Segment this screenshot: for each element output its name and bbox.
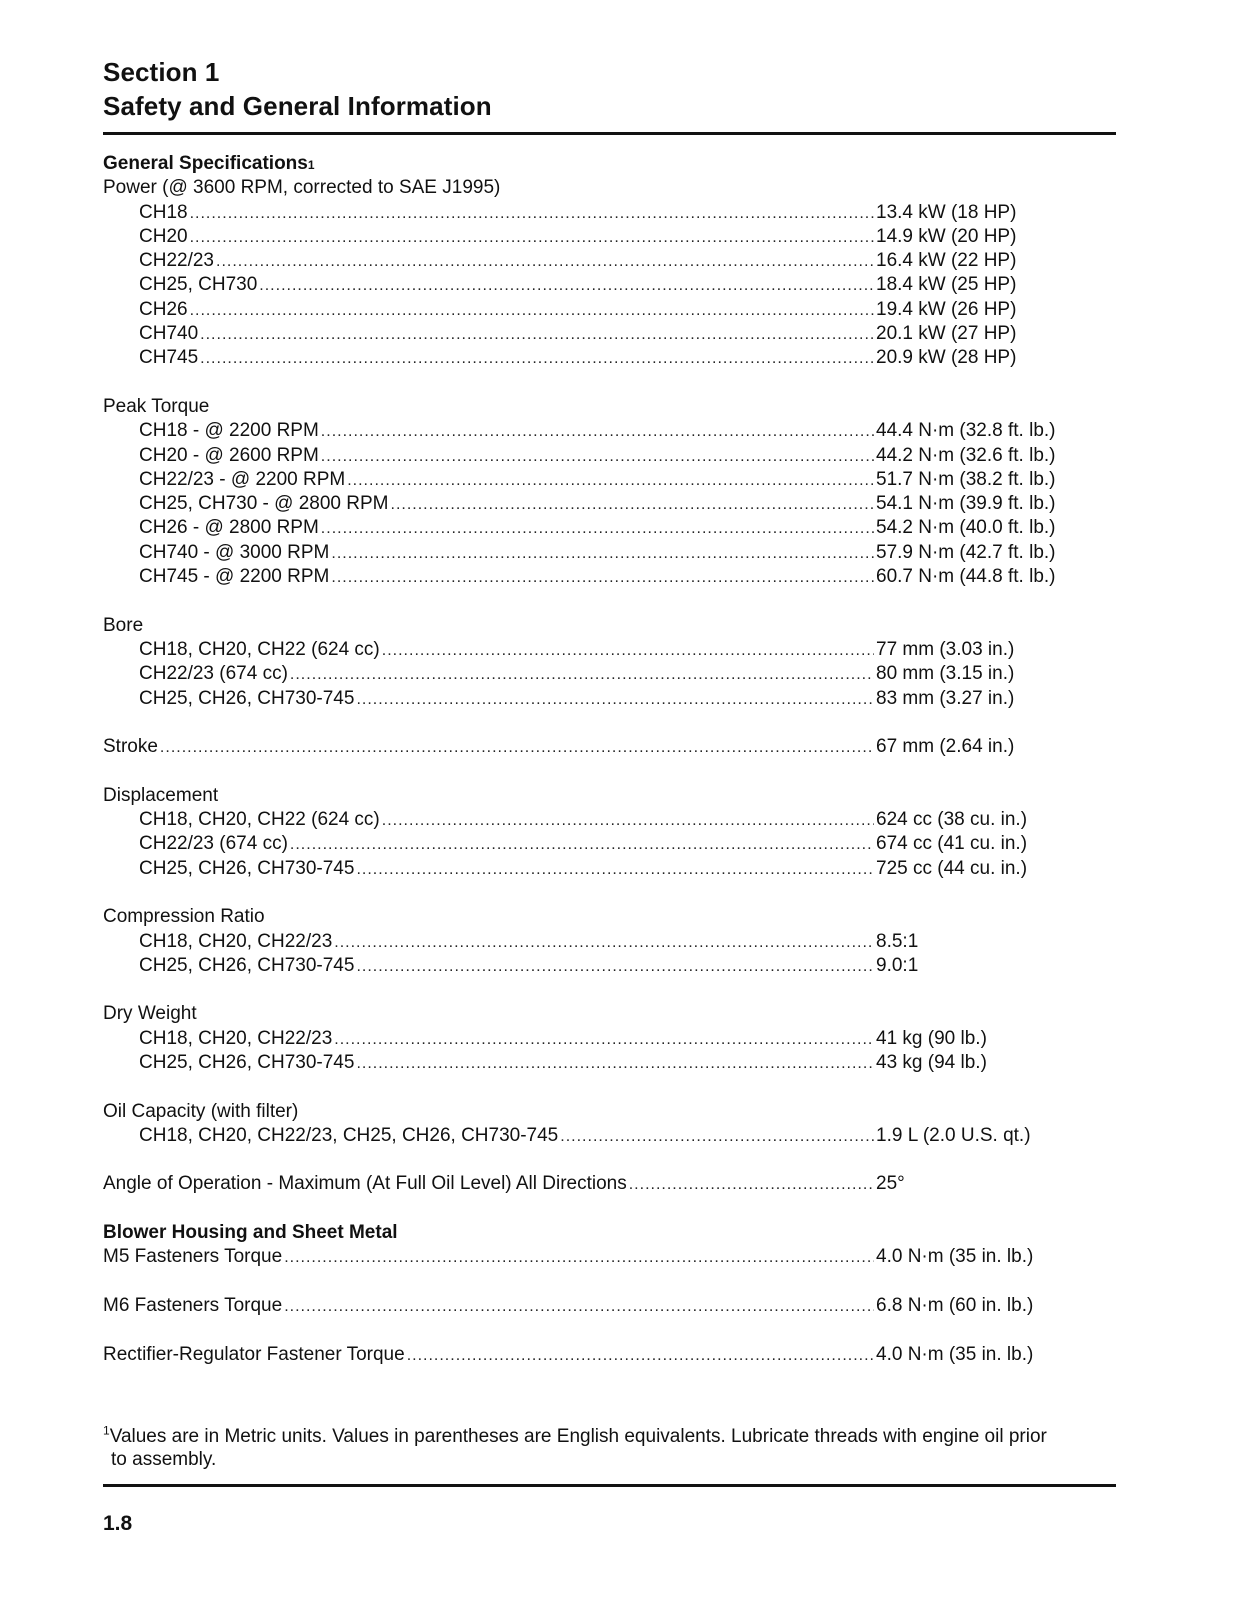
leader-dots [216, 250, 874, 274]
footnote: $^1$Values are in Metric units. Values in parentheses are English equivalents. Lubricate threads with engine oil prior to assembly. [103, 1423, 1047, 1470]
spec-row: CH18, CH20, CH22 (624 cc) ..... 624 cc (38 cu. in.) [103, 808, 1103, 832]
leader-dots [190, 202, 874, 226]
displacement-label: Displacement [103, 784, 219, 806]
leader-dots [334, 931, 874, 955]
leader-dots [331, 542, 874, 566]
spec-content [103, 152, 1103, 1367]
leader-dots [190, 226, 874, 250]
leader-dots [347, 469, 874, 493]
spec-row: CH745 - @ 2200 RPM ..... 60.7 N·m (44.8 ft. lb.) [103, 565, 1103, 589]
leader-dots [290, 833, 874, 857]
spec-row: CH745 ..... 20.9 kW (28 HP) [103, 346, 1103, 370]
bore-label: Bore [103, 614, 144, 636]
leader-dots [259, 274, 874, 298]
torque-label: Peak Torque [103, 395, 210, 417]
spec-row: CH25, CH730 - @ 2800 RPM ..... 54.1 N·m (39.9 ft. lb.) [103, 492, 1103, 516]
spec-row: CH22/23 (674 cc) ..... 80 mm (3.15 in.) [103, 662, 1103, 686]
spec-row: CH22/23 - @ 2200 RPM ..... 51.7 N·m (38.2 ft. lb.) [103, 468, 1103, 492]
spec-row: CH25, CH730 ..... 18.4 kW (25 HP) [103, 273, 1103, 297]
leader-dots [290, 663, 874, 687]
spec-row: CH25, CH26, CH730-745 ..... 9.0:1 [103, 954, 1103, 978]
leader-dots [407, 1344, 874, 1368]
leader-dots [560, 1125, 874, 1149]
leader-dots [284, 1295, 874, 1319]
spec-row: CH18, CH20, CH22 (624 cc) ..... 77 mm (3.03 in.) [103, 638, 1103, 662]
spec-row: CH18, CH20, CH22/23, CH25, CH26, CH730-745 ..... 1.9 L (2.0 U.S. qt.) [103, 1124, 1103, 1148]
angle-row: Angle of Operation - Maximum (At Full Oil Level) All Directions ..... 25° [103, 1172, 1103, 1196]
leader-dots [356, 1052, 874, 1076]
spec-row: CH22/23 ..... 16.4 kW (22 HP) [103, 249, 1103, 273]
spec-row: CH25, CH26, CH730-745 ..... 83 mm (3.27 in.) [103, 687, 1103, 711]
spec-row: CH18, CH20, CH22/23 ..... 8.5:1 [103, 930, 1103, 954]
leader-dots [321, 420, 874, 444]
weight-label: Dry Weight [103, 1003, 197, 1025]
leader-dots [382, 639, 874, 663]
oil-label: Oil Capacity (with filter) [103, 1100, 299, 1122]
stroke-row: Stroke ..... 67 mm (2.64 in.) [103, 735, 1103, 759]
spec-row: CH18 ..... 13.4 kW (18 HP) [103, 201, 1103, 225]
leader-dots [200, 323, 874, 347]
spec-row: CH18 - @ 2200 RPM ..... 44.4 N·m (32.8 ft. lb.) [103, 419, 1103, 443]
m5-row: M5 Fasteners Torque ..... 4.0 N·m (35 in. lb.) [103, 1245, 1103, 1269]
spec-row: CH26 ..... 19.4 kW (26 HP) [103, 298, 1103, 322]
leader-dots [391, 493, 875, 517]
spec-row: CH26 - @ 2800 RPM ..... 54.2 N·m (40.0 ft. lb.) [103, 516, 1103, 540]
leader-dots [334, 1028, 874, 1052]
spec-row: CH25, CH26, CH730-745 ..... 43 kg (94 lb.) [103, 1051, 1103, 1075]
rectifier-row: Rectifier-Regulator Fastener Torque ..... 4.0 N·m (35 in. lb.) [103, 1343, 1103, 1367]
spec-row: CH740 ..... 20.1 kW (27 HP) [103, 322, 1103, 346]
leader-dots [200, 347, 874, 371]
spec-row: CH20 - @ 2600 RPM ..... 44.2 N·m (32.6 ft. lb.) [103, 444, 1103, 468]
compression-label: Compression Ratio [103, 906, 265, 928]
leader-dots [160, 736, 874, 760]
leader-dots [382, 809, 874, 833]
page-number: 1.8 [103, 1512, 133, 1535]
blower-heading: Blower Housing and Sheet Metal [103, 1222, 398, 1244]
m6-row: M6 Fasteners Torque ..... 6.8 N·m (60 in. lb.) [103, 1294, 1103, 1318]
spec-row: CH22/23 (674 cc) ..... 674 cc (41 cu. in.) [103, 832, 1103, 856]
leader-dots [321, 445, 874, 469]
spec-row: CH18, CH20, CH22/23 ..... 41 kg (90 lb.) [103, 1027, 1103, 1051]
leader-dots [321, 517, 874, 541]
page-header [103, 55, 492, 123]
section-title: Safety and General Information [103, 91, 492, 121]
leader-dots [629, 1173, 874, 1197]
section-number: Section 1 [103, 57, 220, 87]
leader-dots [331, 566, 874, 590]
header-divider [103, 132, 1116, 135]
footnote-mark: 1 [103, 1423, 110, 1438]
spec-row: CH25, CH26, CH730-745 ..... 725 cc (44 cu. in.) [103, 857, 1103, 881]
leader-dots [356, 858, 874, 882]
power-label: Power (@ 3600 RPM, corrected to SAE J1995) [103, 177, 501, 199]
leader-dots [190, 299, 874, 323]
leader-dots [356, 688, 874, 712]
general-specs-heading: General Specifications 1 [103, 153, 315, 174]
leader-dots [356, 955, 874, 979]
spec-row: CH20 ..... 14.9 kW (20 HP) [103, 225, 1103, 249]
spec-row: CH740 - @ 3000 RPM ..... 57.9 N·m (42.7 ft. lb.) [103, 541, 1103, 565]
leader-dots [284, 1246, 874, 1270]
footer-divider [103, 1484, 1116, 1487]
